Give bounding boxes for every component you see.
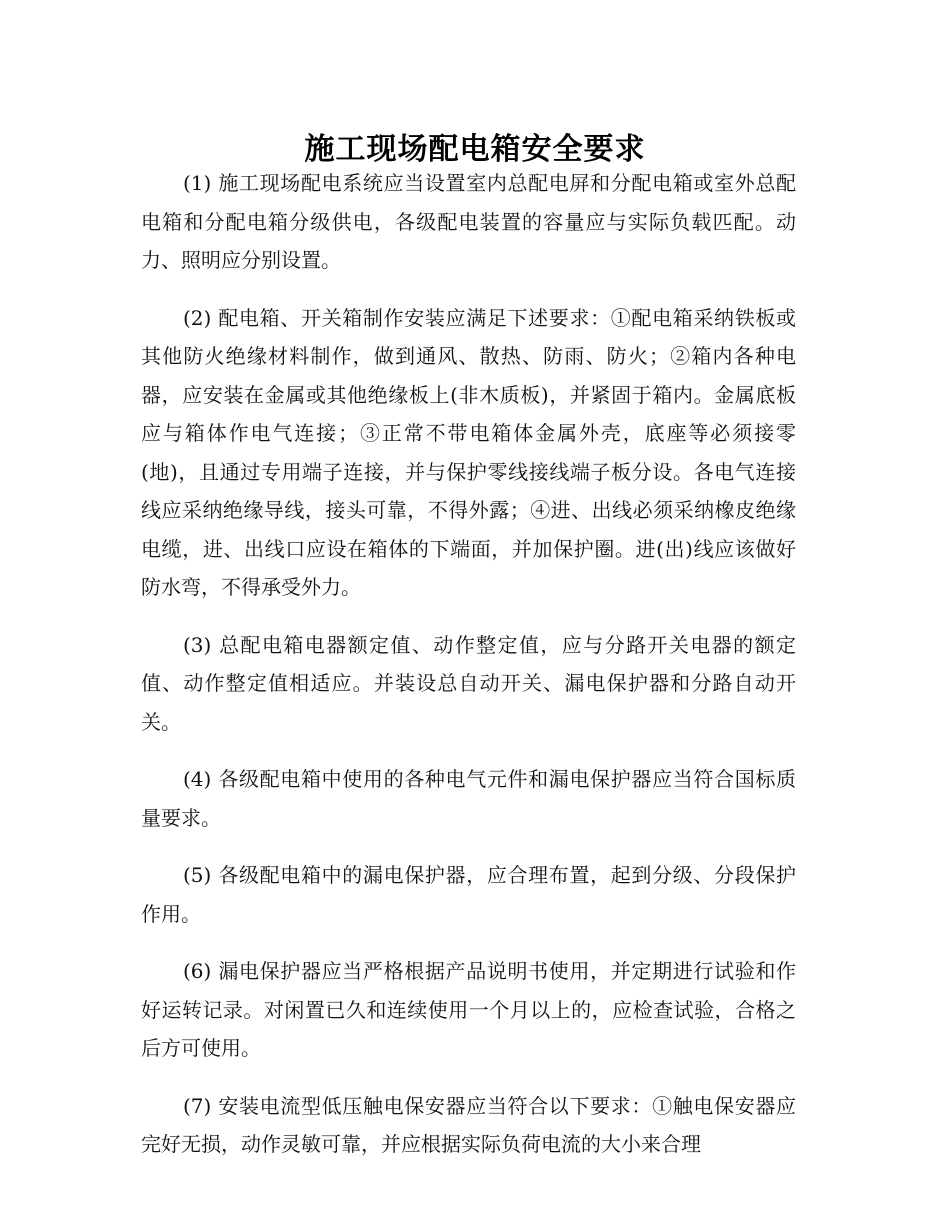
paragraph-1: (1) 施工现场配电系统应当设置室内总配电屏和分配电箱或室外总配电箱和分配电箱分级供电，各级配电装置的容量应与实际负载匹配。动力、照明应分别设置。: [141, 171, 796, 272]
paragraph-7: (7) 安装电流型低压触电保安器应当符合以下要求：①触电保安器应完好无损，动作灵敏可靠，并应根据实际负荷电流的大小来合理: [141, 1093, 796, 1156]
paragraph-4: (4) 各级配电箱中使用的各种电气元件和漏电保护器应当符合国标质量要求。: [141, 767, 796, 830]
document-title: 施工现场配电箱安全要求: [304, 132, 646, 168]
paragraph-6: (6) 漏电保护器应当严格根据产品说明书使用，并定期进行试验和作好运转记录。对闲置已久和连续使用一个月以上的，应检查试验，合格之后方可使用。: [141, 959, 796, 1060]
document-body: [141, 164, 796, 1183]
paragraph-5: (5) 各级配电箱中的漏电保护器，应合理布置，起到分级、分段保护作用。: [141, 863, 796, 926]
paragraph-2: (2) 配电箱、开关箱制作安装应满足下述要求：①配电箱采纳铁板或其他防火绝缘材料制作，做到通风、散热、防雨、防火；②箱内各种电器，应安装在金属或其他绝缘板上(非木质板)，并紧固于箱内。金属底板应与箱体作电气连接；③正常不带电箱体金属外壳，底座等必须接零(地)，且通过专用端子连接，并与保护零线接线端子板分设。各电气连接线应采纳绝缘导线，接头可靠，不得外露；④进、出线必须采纳橡皮绝缘电缆，进、出线口应设在箱体的下端面，并加保护圈。进(出)线应该做好防水弯，不得承受外力。: [141, 305, 796, 599]
paragraph-3: (3) 总配电箱电器额定值、动作整定值，应与分路开关电器的额定值、动作整定值相适应。并装设总自动开关、漏电保护器和分路自动开关。: [141, 632, 796, 734]
